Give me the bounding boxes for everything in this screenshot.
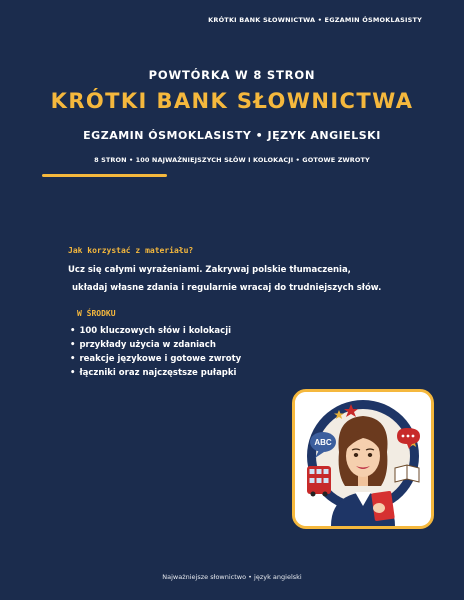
running-head: KRÓTKI BANK SŁOWNICTWA • EGZAMIN ÓSMOKLASISTY [208,16,422,24]
page-footer: Najważniejsze słownictwo • język angielski [162,573,302,581]
how-to-use-line-2: układaj własne zdania i regularnie wracaj do trudniejszych słów. [72,283,382,293]
open-book-icon [395,465,419,482]
cover-title: KRÓTKI BANK SŁOWNICTWA [50,89,414,113]
inside-heading: W ŚRODKU [77,309,116,318]
how-to-use-heading: Jak korzystać z materiału? [68,246,194,255]
teacher-illustration [292,389,434,529]
london-bus-icon [307,466,331,497]
inside-item: • łączniki oraz najczęstsze pułapki [70,366,241,380]
teacher-figure [331,416,395,526]
cover-kicker: POWTÓRKA W 8 STRON [148,68,316,82]
header-strip [0,0,464,40]
inside-item: • 100 kluczowych słów i kolokacji [70,324,241,338]
cover-subtitle: EGZAMIN ÓSMOKLASISTY • JĘZYK ANGIELSKI [83,129,381,142]
inside-list [70,324,241,380]
how-to-use-line-1: Ucz się całymi wyrażeniami. Zakrywaj polskie tłumaczenia, [68,265,351,275]
accent-rule [42,174,167,177]
svg-text:ABC: ABC [314,438,332,447]
cover-meta: 8 STRON • 100 NAJWAŻNIEJSZYCH SŁÓW I KOLOKACJI • GOTOWE ZWROTY [94,156,370,164]
inside-item: • przykłady użycia w zdaniach [70,338,241,352]
inside-item: • reakcje językowe i gotowe zwroty [70,352,241,366]
